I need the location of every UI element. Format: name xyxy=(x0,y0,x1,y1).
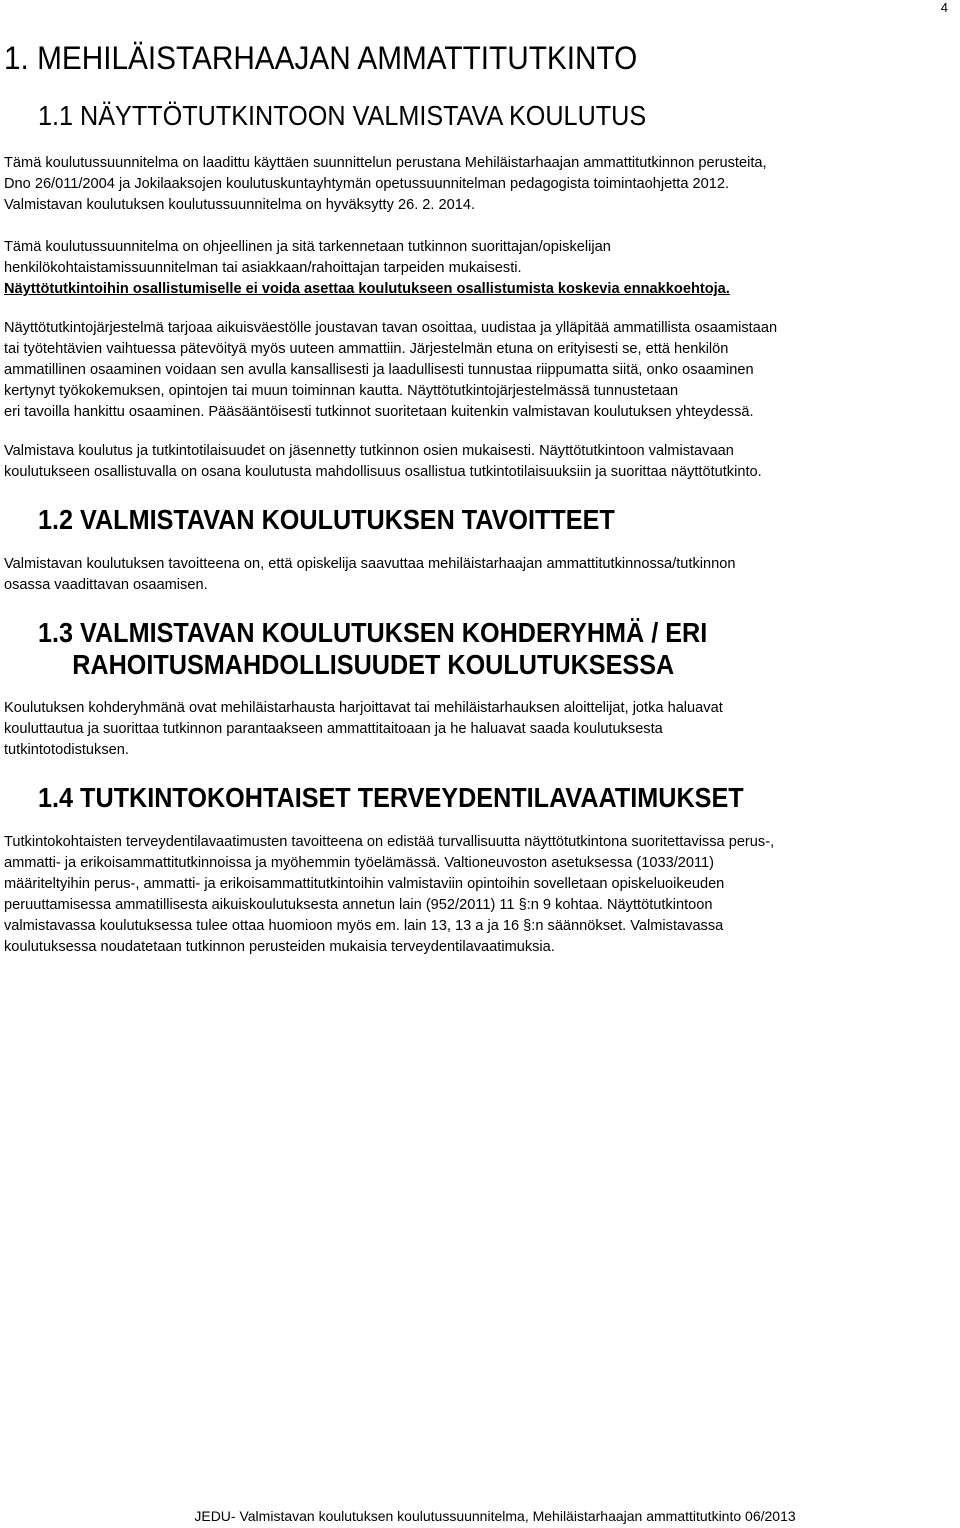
section-number: 1.3 xyxy=(38,617,74,648)
text-line: Tämä koulutussuunnitelma on laadittu käyttäen suunnittelun perustana Mehiläistarhaajan ammattitutkinnon perusteita, xyxy=(4,155,767,171)
text-line: koulutuksessa noudatetaan tutkinnon perusteiden mukaisia terveydentilavaatimuksia. xyxy=(4,939,555,955)
text-line: henkilökohtaistamissuunnitelman tai asiakkaan/rahoittajan tarpeiden mukaisesti. xyxy=(4,260,522,276)
bold-notice: Näyttötutkintoihin osallistumiselle ei voida asettaa koulutukseen osallistumista koskevia ennakkoehtoja. xyxy=(4,281,730,297)
text-line: valmistavassa koulutuksessa tulee ottaa huomioon myös em. lain 13, 13 a ja 16 §:n säännökset. Valmistavassa xyxy=(4,918,724,934)
section-title-line-2: RAHOITUSMAHDOLLISUUDET KOULUTUKSESSA xyxy=(72,649,675,680)
section-1-1-heading: 1.1 NÄYTTÖTUTKINTOON VALMISTAVA KOULUTUS xyxy=(38,100,647,131)
text-line: Tämä koulutussuunnitelma on ohjeellinen ja sitä tarkennetaan tutkinnon suorittajan/opiskelijan xyxy=(4,239,611,255)
text-line: Koulutuksen kohderyhmänä ovat mehiläistarhausta harjoittavat tai mehiläistarhauksen aloittelijat, jotka haluavat xyxy=(4,700,723,716)
section-1-3-heading xyxy=(38,617,707,681)
section-1-2-heading xyxy=(38,504,615,536)
section-1-2-paragraph xyxy=(4,554,735,596)
page-footer: JEDU- Valmistavan koulutuksen koulutussuunnitelma, Mehiläistarhaajan ammattitutkinto 06/2013 xyxy=(194,1508,796,1524)
section-title: TUTKINTOKOHTAISET TERVEYDENTILAVAATIMUKSET xyxy=(80,782,744,813)
text-line: Dno 26/011/2004 ja Jokilaaksojen koulutuskuntayhtymän opetussuunnitelman pedagogista toimintaohjetta 2012. xyxy=(4,176,730,192)
section-1-1-paragraph-4 xyxy=(4,441,762,483)
text-line: ammatillinen osaaminen voidaan sen avulla kansallisesti ja laadullisesti tunnustaa riippumatta siitä, onko osaaminen xyxy=(4,362,754,378)
text-line: kertynyt työkokemuksen, opintojen tai muun toiminnan kautta. Näyttötutkintojärjestelmässä tunnustetaan xyxy=(4,383,679,399)
section-title: VALMISTAVAN KOULUTUKSEN TAVOITTEET xyxy=(80,504,615,535)
text-line: tutkintotodistuksen. xyxy=(4,742,129,758)
section-1-4-paragraph xyxy=(4,832,774,958)
text-line: määriteltyihin perus-, ammatti- ja erikoisammattitutkintoihin valmistaviin opintoihin sovelletaan opiskeluoikeuden xyxy=(4,876,725,892)
section-title-line-1: VALMISTAVAN KOULUTUKSEN KOHDERYHMÄ / ERI xyxy=(80,617,708,648)
section-1-3-paragraph xyxy=(4,698,723,761)
section-1-4-heading xyxy=(38,782,744,814)
section-1-1-paragraph-3 xyxy=(4,318,777,423)
text-line: peruuttamisessa ammatillisesta aikuiskoulutuksesta annetun lain (952/2011) 11 §:n 9 kohtaa. Näyttötutkintoon xyxy=(4,897,713,913)
text-line: Valmistavan koulutuksen koulutussuunnitelma on hyväksytty 26. 2. 2014. xyxy=(4,197,476,213)
page-number: 4 xyxy=(940,0,948,15)
text-line: eri tavoilla hankittu osaaminen. Pääsääntöisesti tutkinnot suoritetaan kuitenkin valmistavan koulutuksen yhteydessä. xyxy=(4,404,754,420)
text-line: ammatti- ja erikoisammattitutkinnoissa ja myöhemmin työelämässä. Valtioneuvoston asetuksessa (1033/2011) xyxy=(4,855,715,871)
text-line: tai työtehtävien vaihtuessa pätevöityä myös uuteen ammattiin. Järjestelmän etuna on erityisesti se, että henkilön xyxy=(4,341,729,357)
text-line: Valmistavan koulutuksen tavoitteena on, että opiskelija saavuttaa mehiläistarhaajan ammattitutkinnossa/tutkinnon xyxy=(4,556,736,572)
text-line: Näyttötutkintojärjestelmä tarjoaa aikuisväestölle joustavan tavan osoittaa, uudistaa ja ylläpitää ammatillista osaamistaan xyxy=(4,320,778,336)
text-line: Valmistava koulutus ja tutkintotilaisuudet on jäsennetty tutkinnon osien mukaisesti. Näyttötutkintoon valmistavaan xyxy=(4,443,734,459)
main-heading: 1. MEHILÄISTARHAAJAN AMMATTITUTKINTO xyxy=(4,40,638,76)
text-line: osassa vaadittavan osaamisen. xyxy=(4,577,208,593)
section-1-1-paragraph-1 xyxy=(4,153,767,216)
section-number: 1.4 xyxy=(38,782,74,813)
section-number: 1.2 xyxy=(38,504,74,535)
text-line: kouluttautua ja suorittaa tutkinnon parantaakseen ammattitaitoaan ja he haluavat saada koulutuksesta xyxy=(4,721,663,737)
text-line: Tutkintokohtaisten terveydentilavaatimusten tavoitteena on edistää turvallisuutta näyttötutkintona suoritettavissa perus-, xyxy=(4,834,775,850)
section-1-1-paragraph-2 xyxy=(4,237,730,300)
text-line: koulutukseen osallistuvalla on osana koulutusta mahdollisuus osallistua tutkintotilaisuuksiin ja suorittaa näyttötutkinto. xyxy=(4,464,762,480)
